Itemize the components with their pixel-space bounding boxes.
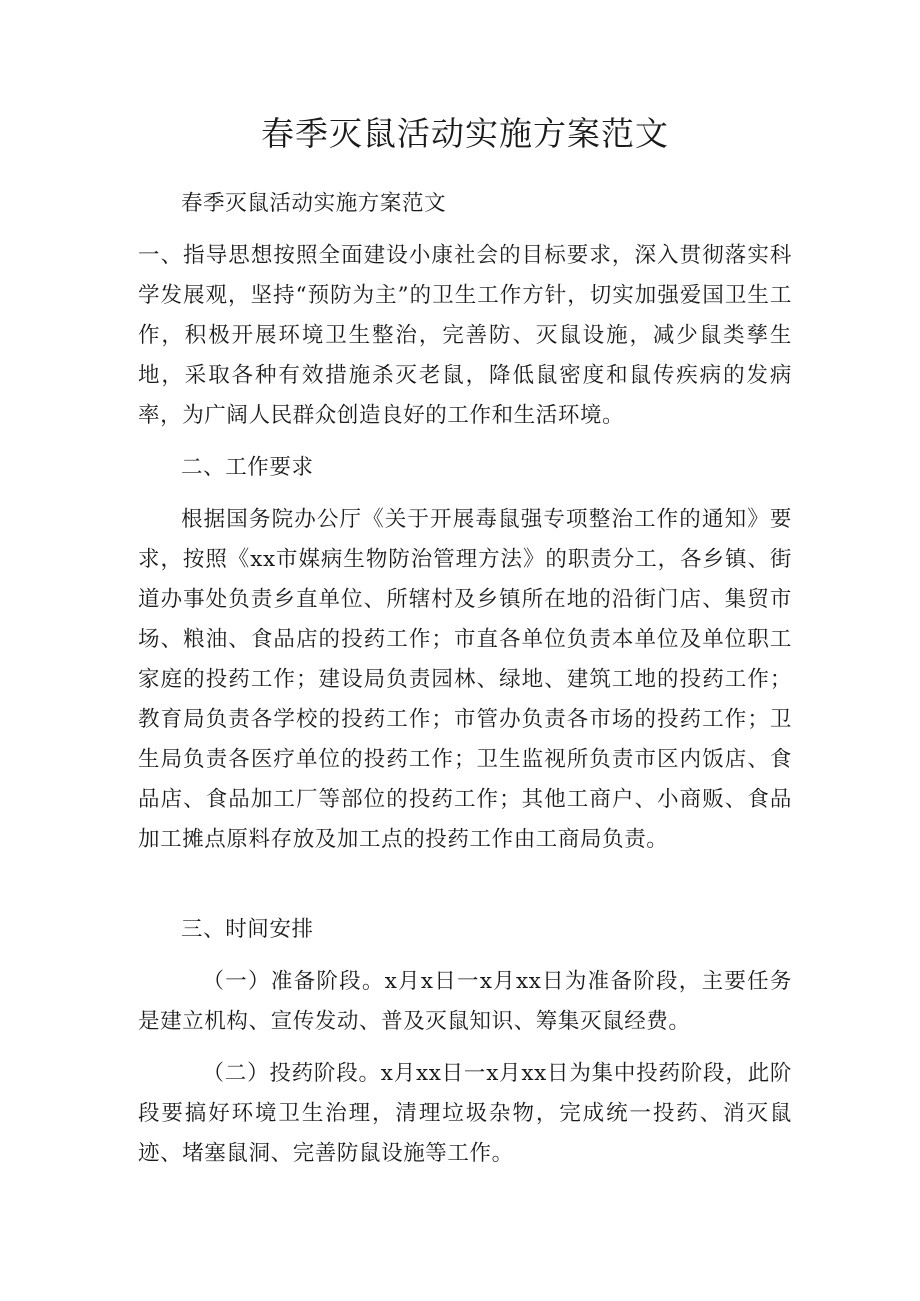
- document-subtitle: 春季灭鼠活动实施方案范文: [181, 191, 447, 216]
- heading-schedule: 三、时间安排: [181, 917, 314, 942]
- paragraph-preparation-stage: （一）准备阶段。x月x日一x月xx日为准备阶段，主要任务是建立机构、宣传发动、普及灭鼠知识、筹集灭鼠经费。: [138, 969, 792, 1034]
- heading-work-requirements: 二、工作要求: [181, 455, 314, 480]
- paragraph-work-requirements: 根据国务院办公厅《关于开展毒鼠强专项整治工作的通知》要求，按照《xx市媒病生物防治管理方法》的职责分工，各乡镇、街道办事处负责乡直单位、所辖村及乡镇所在地的沿街门店、集贸市场、粮油、食品店的投药工作；市直各单位负责本单位及单位职工家庭的投药工作；建设局负责园林、绿地、建筑工地的投药工作；教育局负责各学校的投药工作；市管办负责各市场的投药工作；卫生局负责各医疗单位的投药工作；卫生监视所负责市区内饭店、食品店、食品加工厂等部位的投药工作；其他工商户、小商贩、食品加工摊点原料存放及加工点的投药工作由工商局负责。: [138, 507, 792, 852]
- paragraph-guiding-ideology: 一、指导思想按照全面建设小康社会的目标要求，深入贯彻落实科学发展观，坚持“预防为主”的卫生工作方针，切实加强爱国卫生工作，积极开展环境卫生整治，完善防、灭鼠设施，减少鼠类孳生地，采取各种有效措施杀灭老鼠，降低鼠密度和鼠传疾病的发病率，为广阔人民群众创造良好的工作和生活环境。: [138, 243, 792, 428]
- document-title: 春季灭鼠活动实施方案范文: [261, 114, 669, 153]
- paragraph-baiting-stage: （二）投药阶段。x月xx日一x月xx日为集中投药阶段，此阶段要搞好环境卫生治理，清理垃圾杂物，完成统一投药、消灭鼠迹、堵塞鼠洞、完善防鼠设施等工作。: [138, 1061, 792, 1166]
